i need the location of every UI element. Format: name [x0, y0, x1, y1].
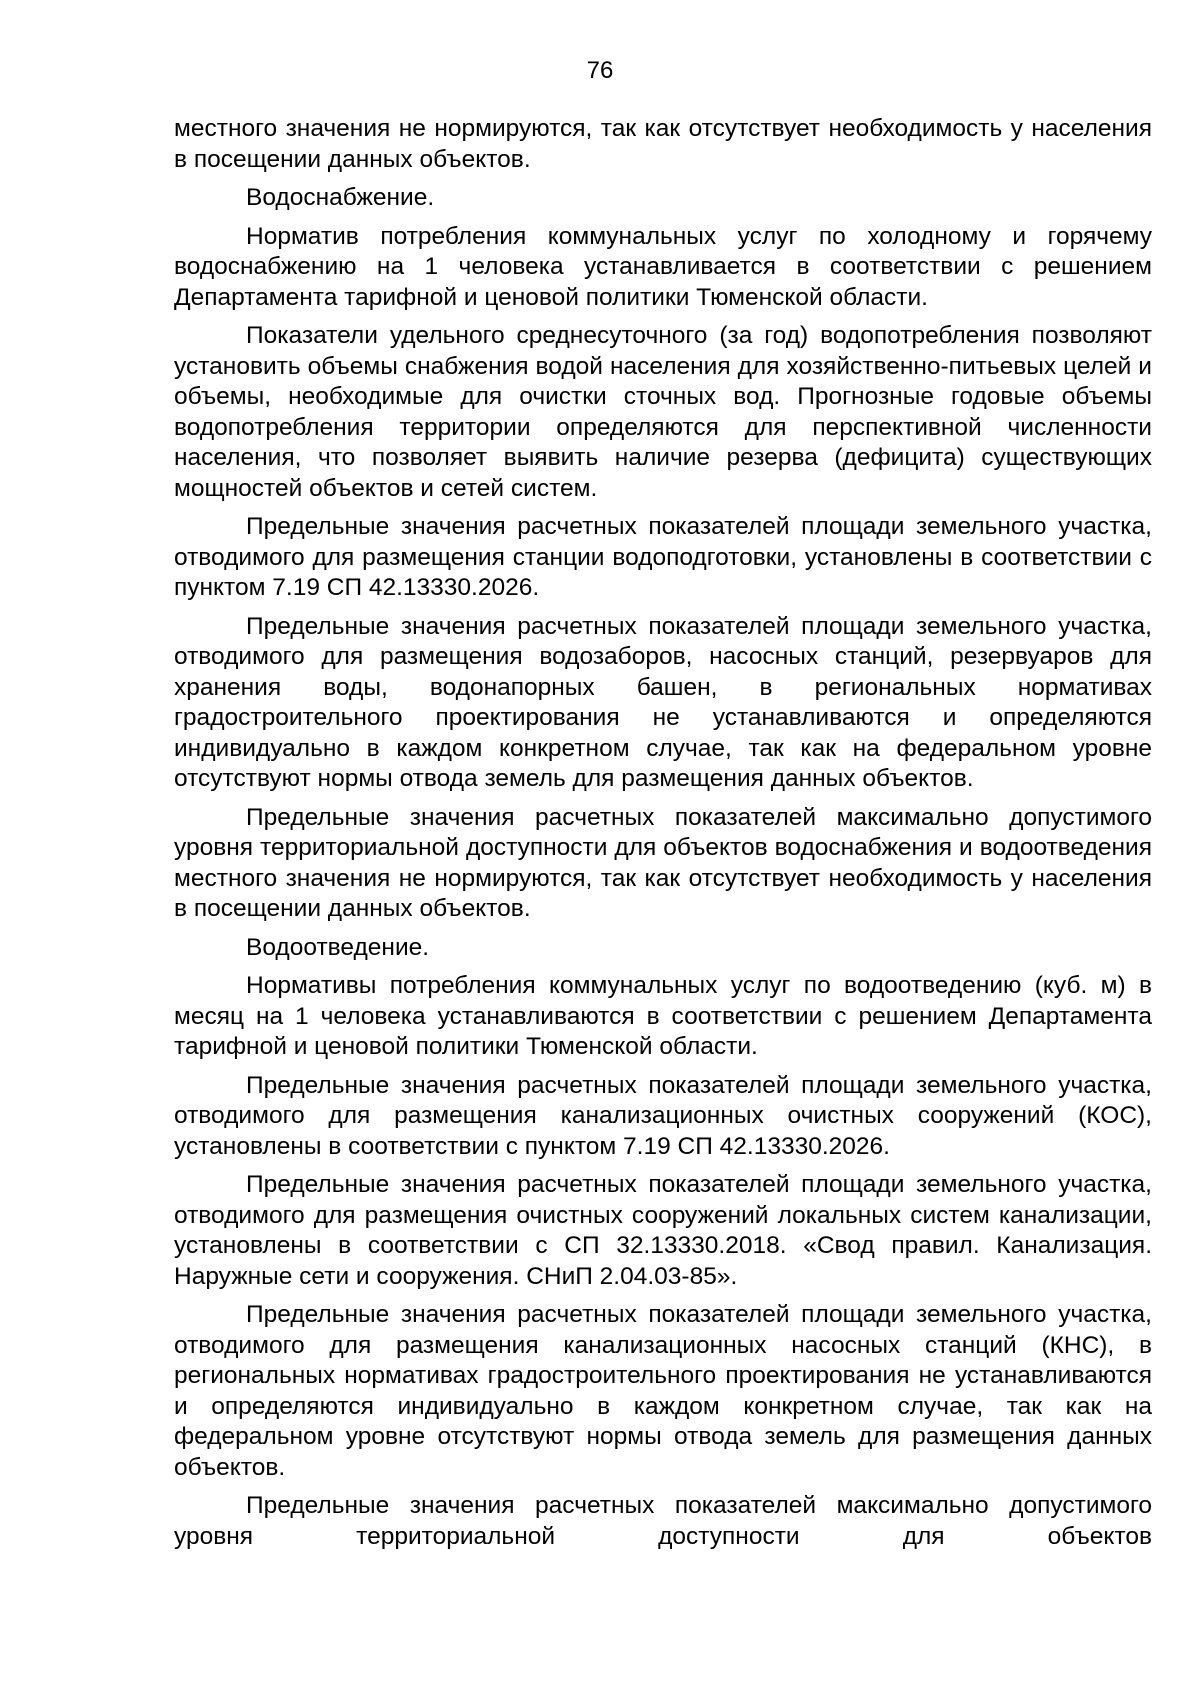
document-body	[174, 114, 1152, 1560]
paragraph: Нормативы потребления коммунальных услуг по водоотведению (куб. м) в месяц на 1 человека устанавливаются в соответствии с решением Департамента тарифной и ценовой политики Тюменской области.	[174, 972, 1152, 1060]
paragraph: Норматив потребления коммунальных услуг по холодному и горячему водоснабжению на 1 человека устанавливается в соответствии с решением Департамента тарифной и ценовой политики Тюменской области.	[174, 222, 1152, 311]
section-heading-water-supply: Водоснабжение.	[246, 184, 435, 211]
paragraph: Предельные значения расчетных показателей площади земельного участка, отводимого для размещения станции водоподготовки, установлены в соответствии с пунктом 7.19 СП 42.13330.2026.	[174, 513, 1152, 601]
paragraph: Предельные значения расчетных показателей максимально допустимого уровня территориальной доступности для объектов водоснабжения и водоотведения местного значения не нормируются, так как отсутствует необходимость у населения в посещении данных объектов.	[174, 803, 1152, 922]
paragraph: Предельные значения расчетных показателей площади земельного участка, отводимого для размещения канализационных насосных станций (КНС), в региональных нормативах градостроительного проектирования не устанавливаются и определяются индивидуально в каждом конкретном случае, так как на федеральном уровне отсутствуют нормы отвода земель для размещения данных объектов.	[174, 1301, 1152, 1481]
section-heading-water-disposal: Водоотведение.	[246, 933, 430, 961]
paragraph: Предельные значения расчетных показателей площади земельного участка, отводимого для размещения очистных сооружений локальных систем канализации, установлены в соответствии с СП 32.13330.2018. «Свод правил. Канализация. Наружные сети и сооружения. СНиП 2.04.03-85».	[174, 1171, 1152, 1290]
paragraph-continues-next-page: Предельные значения расчетных показателей максимально допустимого уровня территориальной доступности для объектов	[174, 1492, 1152, 1550]
paragraph: Предельные значения расчетных показателей площади земельного участка, отводимого для размещения водозаборов, насосных станций, резервуаров для хранения воды, водонапорных башен, в региональных нормативах градостроительного проектирования не устанавливаются и определяются индивидуально в каждом конкретном случае, так как на федеральном уровне отсутствуют нормы отвода земель для размещения данных объектов.	[174, 612, 1152, 792]
page-number: 76	[586, 57, 614, 84]
paragraph: Предельные значения расчетных показателей площади земельного участка, отводимого для размещения канализационных очистных сооружений (КОС), установлены в соответствии с пунктом 7.19 СП 42.13330.2026.	[174, 1071, 1152, 1160]
paragraph: Показатели удельного среднесуточного (за год) водопотребления позволяют установить объемы снабжения водой населения для хозяйственно-питьевых целей и объемы, необходимые для очистки сточных вод. Прогнозные годовые объемы водопотребления территории определяются для перспективной численности населения, что позволяет выявить наличие резерва (дефицита) существующих мощностей объектов и сетей систем.	[174, 322, 1152, 502]
paragraph-continuation: местного значения не нормируются, так как отсутствует необходимость у населения в посещении данных объектов.	[174, 115, 1152, 173]
